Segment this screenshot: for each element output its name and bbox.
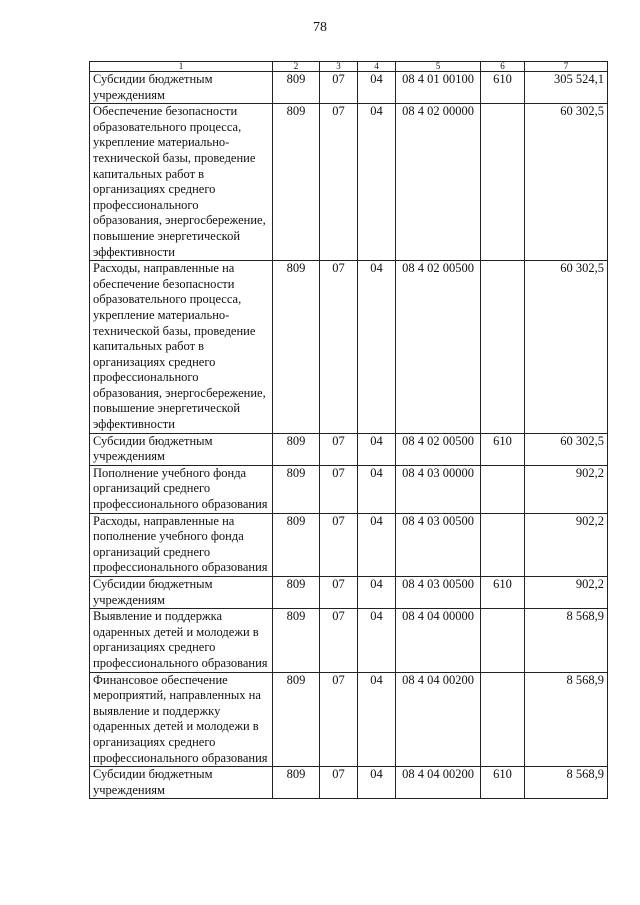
target-article-code: 08 4 02 00500	[396, 261, 481, 434]
table-row	[90, 513, 608, 576]
expense-type-code	[481, 672, 525, 767]
item-name: Субсидии бюджетным учреждениям	[90, 577, 273, 609]
target-article-code: 08 4 04 00200	[396, 767, 481, 799]
item-name: Пополнение учебного фонда организаций среднего профессионального образования	[90, 465, 273, 513]
amount: 8 568,9	[525, 672, 608, 767]
subsection-code: 04	[358, 465, 396, 513]
ministry-code: 809	[273, 513, 320, 576]
expense-type-code	[481, 513, 525, 576]
table-row	[90, 767, 608, 799]
ministry-code: 809	[273, 104, 320, 261]
ministry-code: 809	[273, 609, 320, 672]
amount: 902,2	[525, 465, 608, 513]
column-header: 3	[320, 62, 358, 72]
subsection-code: 04	[358, 513, 396, 576]
item-name: Субсидии бюджетным учреждениям	[90, 767, 273, 799]
target-article-code: 08 4 02 00000	[396, 104, 481, 261]
subsection-code: 04	[358, 577, 396, 609]
column-header: 5	[396, 62, 481, 72]
section-code: 07	[320, 767, 358, 799]
table-row	[90, 72, 608, 104]
header-row	[90, 62, 608, 72]
table-row	[90, 577, 608, 609]
item-name: Выявление и поддержка одаренных детей и молодежи в организациях среднего профессионального образования	[90, 609, 273, 672]
target-article-code: 08 4 04 00000	[396, 609, 481, 672]
ministry-code: 809	[273, 261, 320, 434]
subsection-code: 04	[358, 672, 396, 767]
column-header: 6	[481, 62, 525, 72]
item-name: Расходы, направленные на обеспечение безопасности образовательного процесса, укрепление материально-технической базы, проведение капитальных работ в организациях среднего профессионального образования, энергосбережение, повышение энергетической эффективности	[90, 261, 273, 434]
column-header: 4	[358, 62, 396, 72]
section-code: 07	[320, 672, 358, 767]
column-header: 1	[90, 62, 273, 72]
item-name: Обеспечение безопасности образовательного процесса, укрепление материально-технической базы, проведение капитальных работ в организациях среднего профессионального образования, энергосбережение, повышение энергетической эффективности	[90, 104, 273, 261]
section-code: 07	[320, 261, 358, 434]
section-code: 07	[320, 72, 358, 104]
section-code: 07	[320, 513, 358, 576]
subsection-code: 04	[358, 261, 396, 434]
ministry-code: 809	[273, 72, 320, 104]
table-row	[90, 104, 608, 261]
target-article-code: 08 4 02 00500	[396, 433, 481, 465]
amount: 60 302,5	[525, 104, 608, 261]
target-article-code: 08 4 01 00100	[396, 72, 481, 104]
expense-type-code	[481, 609, 525, 672]
page-number: 78	[313, 20, 327, 35]
subsection-code: 04	[358, 433, 396, 465]
table-row	[90, 609, 608, 672]
expense-type-code	[481, 261, 525, 434]
expense-type-code: 610	[481, 433, 525, 465]
section-code: 07	[320, 433, 358, 465]
item-name: Субсидии бюджетным учреждениям	[90, 72, 273, 104]
ministry-code: 809	[273, 433, 320, 465]
section-code: 07	[320, 465, 358, 513]
table-row	[90, 261, 608, 434]
amount: 60 302,5	[525, 261, 608, 434]
section-code: 07	[320, 104, 358, 261]
table-row	[90, 465, 608, 513]
subsection-code: 04	[358, 104, 396, 261]
amount: 8 568,9	[525, 609, 608, 672]
target-article-code: 08 4 04 00200	[396, 672, 481, 767]
amount: 60 302,5	[525, 433, 608, 465]
ministry-code: 809	[273, 465, 320, 513]
amount: 305 524,1	[525, 72, 608, 104]
subsection-code: 04	[358, 72, 396, 104]
table-row	[90, 672, 608, 767]
item-name: Субсидии бюджетным учреждениям	[90, 433, 273, 465]
expense-type-code: 610	[481, 577, 525, 609]
section-code: 07	[320, 577, 358, 609]
ministry-code: 809	[273, 577, 320, 609]
ministry-code: 809	[273, 672, 320, 767]
target-article-code: 08 4 03 00500	[396, 513, 481, 576]
item-name: Расходы, направленные на пополнение учебного фонда организаций среднего профессионального образования	[90, 513, 273, 576]
expense-type-code: 610	[481, 767, 525, 799]
target-article-code: 08 4 03 00000	[396, 465, 481, 513]
target-article-code: 08 4 03 00500	[396, 577, 481, 609]
budget-table	[89, 61, 608, 799]
amount: 902,2	[525, 513, 608, 576]
expense-type-code	[481, 465, 525, 513]
ministry-code: 809	[273, 767, 320, 799]
amount: 8 568,9	[525, 767, 608, 799]
column-header: 7	[525, 62, 608, 72]
expense-type-code: 610	[481, 72, 525, 104]
expense-type-code	[481, 104, 525, 261]
amount: 902,2	[525, 577, 608, 609]
column-header: 2	[273, 62, 320, 72]
item-name: Финансовое обеспечение мероприятий, направленных на выявление и поддержку одаренных детей и молодежи в организациях среднего профессионального образования	[90, 672, 273, 767]
subsection-code: 04	[358, 767, 396, 799]
section-code: 07	[320, 609, 358, 672]
subsection-code: 04	[358, 609, 396, 672]
table-row	[90, 433, 608, 465]
